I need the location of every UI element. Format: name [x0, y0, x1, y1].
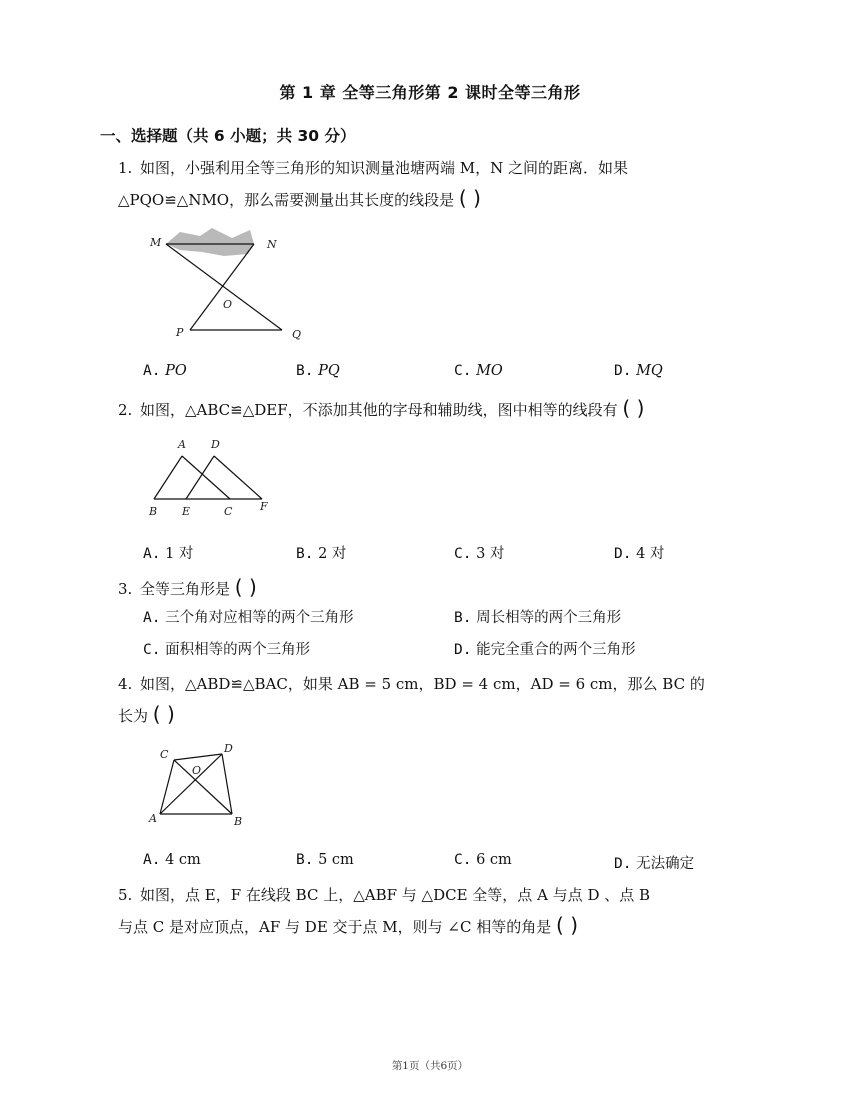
- question-number: 4.: [118, 675, 133, 693]
- option-a[interactable]: A. 4 cm: [143, 852, 201, 868]
- segment-mq: [166, 244, 282, 330]
- option-d[interactable]: D. 无法确定: [614, 856, 695, 872]
- label-d: D: [211, 438, 220, 451]
- segment-ab: [154, 456, 182, 499]
- label-f: F: [260, 500, 268, 513]
- label-d: D: [224, 742, 233, 755]
- option-a[interactable]: A. 三个角对应相等的两个三角形: [143, 610, 354, 626]
- option-c[interactable]: C. 面积相等的两个三角形: [143, 642, 311, 658]
- answer-blank[interactable]: ( ): [622, 396, 645, 420]
- option-b[interactable]: B. 2 对: [296, 546, 347, 562]
- figure-q4: [140, 738, 260, 832]
- label-o: O: [223, 298, 233, 311]
- question-text: 如图，△ABD≌△BAC，如果 AB = 5 cm，BD = 4 cm，AD = 6 cm，那么 BC 的: [140, 675, 705, 693]
- answer-blank[interactable]: ( ): [458, 186, 481, 210]
- answer-blank[interactable]: ( ): [556, 913, 578, 937]
- question-number: 2.: [118, 401, 133, 419]
- label-m: M: [150, 236, 162, 249]
- figure-q2: [140, 434, 280, 520]
- option-c[interactable]: C. MO: [454, 363, 503, 379]
- segment-cd: [174, 754, 222, 760]
- option-d[interactable]: D. 4 对: [614, 546, 665, 562]
- page-footer: 第1页（共6页）: [391, 1060, 469, 1072]
- label-c: C: [160, 748, 169, 761]
- question-2: [118, 393, 768, 425]
- section-heading: 一、选择题（共 6 小题；共 30 分）: [100, 127, 356, 145]
- segment-bc: [174, 760, 232, 814]
- option-b[interactable]: B. 周长相等的两个三角形: [454, 610, 622, 626]
- label-a: A: [178, 438, 186, 451]
- segment-de: [186, 456, 214, 499]
- pond-shape: [166, 228, 254, 256]
- question-3: [118, 572, 768, 604]
- option-c[interactable]: C. 3 对: [454, 546, 505, 562]
- figure-q1: [140, 222, 320, 347]
- question-4: [118, 669, 768, 731]
- label-o: O: [192, 764, 202, 777]
- label-e: E: [182, 505, 191, 518]
- label-p: P: [176, 326, 184, 339]
- segment-bd: [222, 754, 232, 814]
- label-a: A: [149, 812, 157, 825]
- question-number: 1.: [118, 159, 133, 177]
- label-b: B: [149, 505, 158, 518]
- question-text: 长为: [118, 707, 149, 725]
- question-text: 与点 C 是对应顶点，AF 与 DE 交于点 M，则与 ∠C 相等的角是: [118, 918, 552, 936]
- option-d[interactable]: D. 能完全重合的两个三角形: [454, 642, 636, 658]
- option-a[interactable]: A. 1 对: [143, 546, 194, 562]
- question-text: 全等三角形是: [140, 580, 231, 598]
- label-b: B: [234, 815, 243, 828]
- question-number: 3.: [118, 580, 133, 598]
- segment-ac: [182, 456, 230, 499]
- label-n: N: [267, 238, 277, 251]
- answer-blank[interactable]: ( ): [234, 575, 257, 599]
- option-c[interactable]: C. 6 cm: [454, 852, 512, 868]
- question-1: [118, 153, 768, 215]
- segment-ac: [160, 760, 174, 814]
- question-text: 如图，小强利用全等三角形的知识测量池塘两端 M，N 之间的距离．如果: [140, 159, 629, 177]
- option-b[interactable]: B. PQ: [296, 363, 340, 379]
- answer-blank[interactable]: ( ): [152, 702, 175, 726]
- option-a[interactable]: A. PO: [143, 363, 187, 379]
- option-d[interactable]: D. MQ: [614, 363, 663, 379]
- segment-ad: [160, 754, 222, 814]
- label-c: C: [224, 505, 233, 518]
- question-text: 如图，△ABC≌△DEF，不添加其他的字母和辅助线，图中相等的线段有: [140, 401, 618, 419]
- page-title: 第 1 章 全等三角形第 2 课时全等三角形: [279, 83, 581, 102]
- question-number: 5.: [118, 886, 133, 904]
- question-text: 如图，点 E，F 在线段 BC 上，△ABF 与 △DCE 全等，点 A 与点 D 、点 B: [140, 886, 651, 904]
- question-text: △PQO≌△NMO，那么需要测量出其长度的线段是: [118, 191, 455, 209]
- label-q: Q: [292, 328, 302, 341]
- question-5: [118, 880, 768, 942]
- option-b[interactable]: B. 5 cm: [296, 852, 354, 868]
- segment-np: [190, 244, 254, 330]
- segment-df: [214, 456, 262, 499]
